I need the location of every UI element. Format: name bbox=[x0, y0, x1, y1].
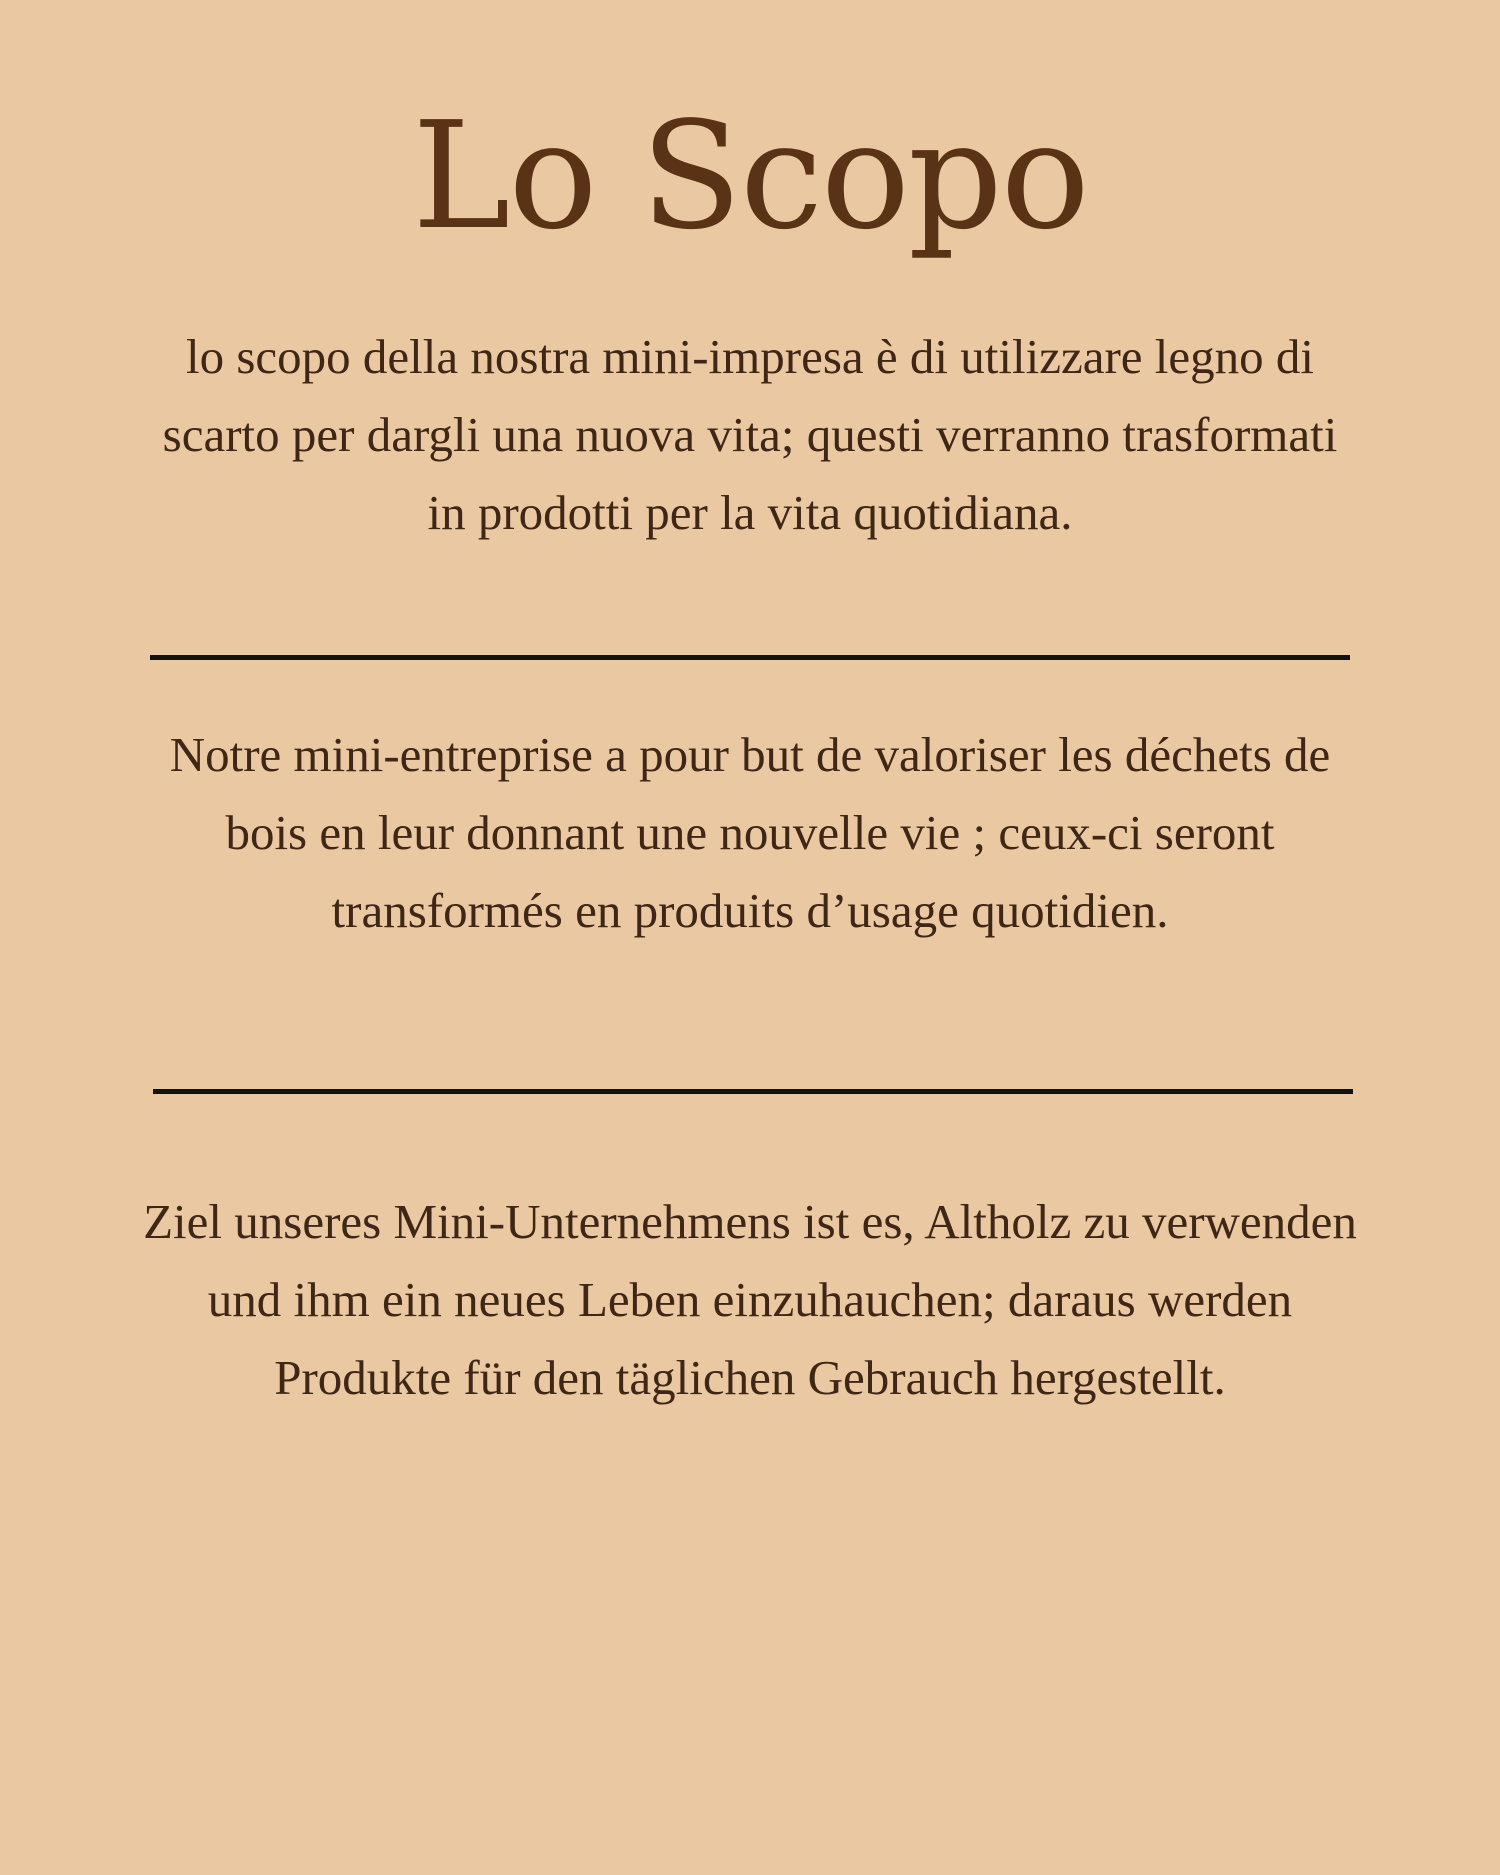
page-title: Lo Scopo bbox=[412, 90, 1088, 262]
italian-paragraph: lo scopo della nostra mini-impresa è di utilizzare legno di scarto per dargli una nuova vita; questi verranno trasformati in prodotti per la vita quotidiana. bbox=[162, 329, 1338, 540]
french-paragraph: Notre mini-entreprise a pour but de valoriser les déchets de bois en leur donnant une nouvelle vie ; ceux-ci seront transformés en produits d’usage quotidien. bbox=[169, 727, 1331, 938]
german-paragraph: Ziel unseres Mini-Unternehmens ist es, Altholz zu verwenden und ihm ein neues Leben einzuhauchen; daraus werden Produkte für den täglichen Gebrauch hergestellt. bbox=[143, 1194, 1357, 1405]
section-divider-2 bbox=[153, 1089, 1353, 1094]
section-divider-1 bbox=[150, 655, 1350, 660]
